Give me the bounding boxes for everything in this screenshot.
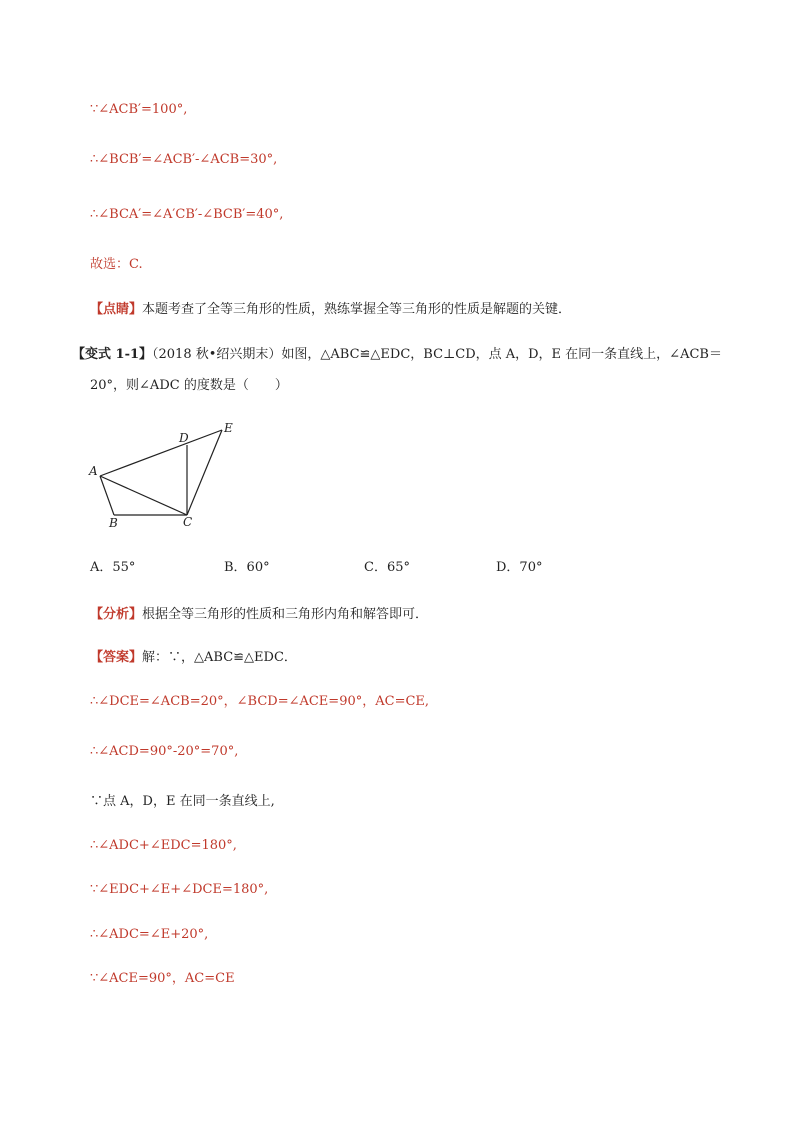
label-e: E — [224, 421, 233, 435]
geometry-figure — [86, 418, 266, 536]
step-line-1: ∴∠DCE=∠ACB=20°，∠BCD=∠ACE=90°，AC=CE, — [90, 694, 430, 709]
tip-paragraph — [90, 300, 571, 320]
analysis-paragraph — [90, 605, 428, 625]
label-a: A — [89, 464, 98, 478]
solution-line-1: ∵∠ACB′=100°, — [90, 102, 188, 117]
step-line-6: ∴∠ADC=∠E+20°, — [90, 927, 209, 942]
label-c: C — [183, 515, 193, 529]
solution-line-3: ∴∠BCA′=∠A′CB′-∠BCB′=40°, — [90, 207, 284, 222]
tip-label: 【点睛】 — [90, 302, 143, 317]
step-line-5: ∵∠EDC+∠E+∠DCE=180°, — [90, 882, 269, 897]
segment-ac — [100, 476, 187, 515]
segment-ec — [187, 430, 222, 515]
answer-label: 【答案】 — [90, 650, 143, 665]
option-a[interactable]: A．55° — [90, 560, 136, 575]
option-d[interactable]: D．70° — [496, 560, 543, 575]
tip-text: 本题考查了全等三角形的性质，熟练掌握全等三角形的性质是解题的关键． — [142, 302, 572, 317]
label-b: B — [109, 516, 118, 530]
variant-label: 【变式 1-1】 — [72, 347, 153, 362]
answer-options — [90, 558, 690, 578]
analysis-text: 根据全等三角形的性质和三角形内角和解答即可． — [142, 607, 429, 622]
answer-text: 解：∵，△ABC≌△EDC． — [142, 650, 297, 665]
label-d: D — [179, 431, 189, 445]
option-b[interactable]: B．60° — [224, 560, 270, 575]
variant-question — [72, 345, 722, 365]
solution-line-2: ∴∠BCB′=∠ACB′-∠ACB=30°, — [90, 152, 278, 167]
variant-question-line-2: 20°，则∠ADC 的度数是（ ） — [90, 378, 288, 393]
variant-text-1: （2018 秋•绍兴期末）如图，△ABC≌△EDC，BC⊥CD，点 A，D，E 在同一条直线上，∠ACB＝ — [152, 347, 722, 362]
answer-paragraph — [90, 648, 297, 668]
step-line-2: ∴∠ACD=90°-20°=70°, — [90, 744, 239, 759]
step-line-4: ∴∠ADC+∠EDC=180°, — [90, 838, 237, 853]
analysis-label: 【分析】 — [90, 607, 143, 622]
segment-ae — [100, 430, 222, 476]
option-c[interactable]: C．65° — [364, 560, 410, 575]
step-line-7: ∵∠ACE=90°，AC=CE — [90, 971, 235, 986]
step-line-3: ∵点 A，D，E 在同一条直线上, — [90, 794, 275, 809]
solution-line-4: 故选：C. — [90, 257, 143, 272]
triangle-diagram — [86, 418, 266, 536]
